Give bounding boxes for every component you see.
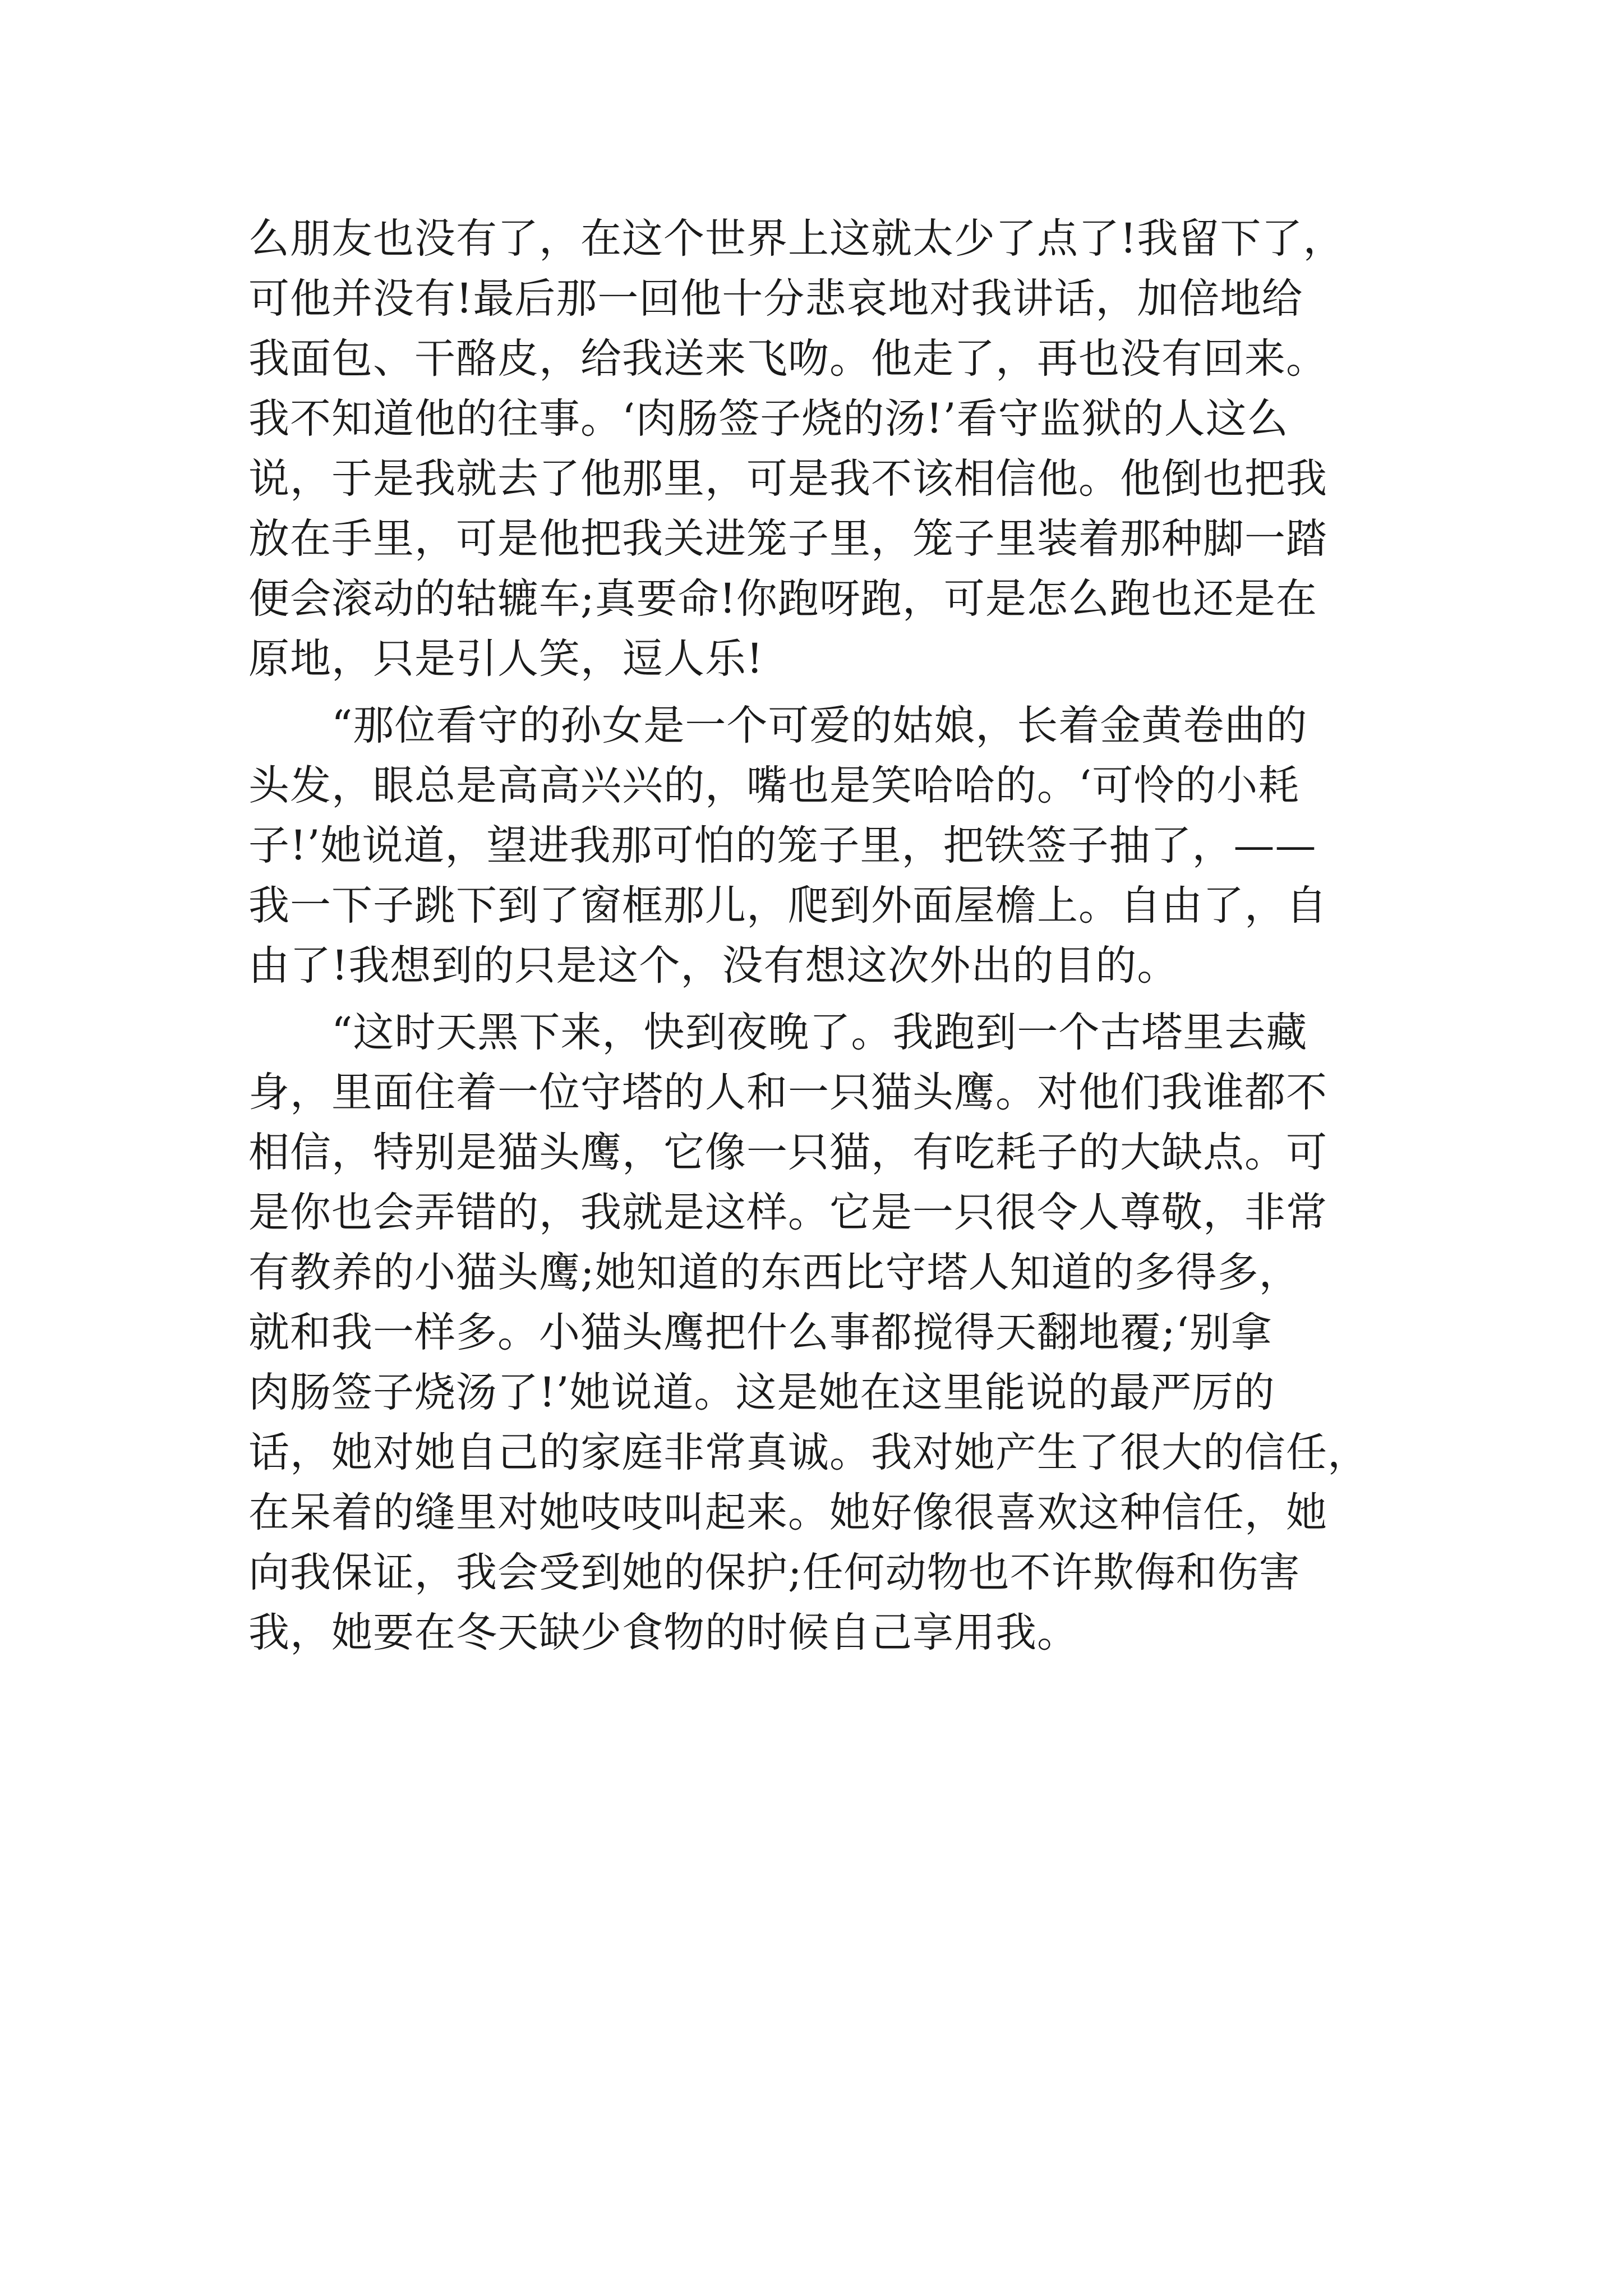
text-line: 放在手里，可是他把我关进笼子里，笼子里装着那种脚一踏 <box>248 515 1327 563</box>
text-line: 就和我一样多。小猫头鹰把什么事都搅得天翻地覆;‘别拿 <box>248 1309 1272 1356</box>
paragraph-3 <box>248 1002 1387 1663</box>
text-line: 在呆着的缝里对她吱吱叫起来。她好像很喜欢这种信任，她 <box>248 1489 1327 1536</box>
paragraph-gap <box>248 689 1387 696</box>
text-line: 我，她要在冬天缺少食物的时候自己享用我。 <box>248 1609 1078 1657</box>
text-line: 向我保证，我会受到她的保护;任何动物也不许欺侮和伤害 <box>248 1549 1301 1596</box>
text-line: 身，里面住着一位守塔的人和一只猫头鹰。对他们我谁都不 <box>248 1069 1327 1116</box>
text-line: 头发，眼总是高高兴兴的，嘴也是笑哈哈的。‘可怜的小耗 <box>248 762 1300 809</box>
text-line: 肉肠签子烧汤了!’她说道。这是她在这里能说的最严厉的 <box>248 1369 1275 1416</box>
text-line: 话，她对她自己的家庭非常真诚。我对她产生了很大的信任， <box>248 1429 1369 1476</box>
text-line: 是你也会弄错的，我就是这样。它是一只很令人尊敬，非常 <box>248 1189 1327 1236</box>
text-line: “这时天黑下来，快到夜晚了。我跑到一个古塔里去藏 <box>248 1009 1308 1056</box>
paragraph-1 <box>248 209 1387 689</box>
text-line: “那位看守的孙女是一个可爱的姑娘，长着金黄卷曲的 <box>248 702 1308 749</box>
text-line: 由了!我想到的只是这个，没有想这次外出的目的。 <box>248 942 1179 990</box>
text-line: 有教养的小猫头鹰;她知道的东西比守塔人知道的多得多， <box>248 1249 1301 1296</box>
paragraph-2 <box>248 696 1387 996</box>
body-text <box>248 209 1387 1663</box>
text-line: 相信，特别是猫头鹰，它像一只猫，有吃耗子的大缺点。可 <box>248 1129 1327 1176</box>
text-line: 么朋友也没有了，在这个世界上这就太少了点了!我留下了， <box>248 215 1345 263</box>
text-line: 便会滚动的轱辘车;真要命!你跑呀跑，可是怎么跑也还是在 <box>248 575 1317 623</box>
text-line: 子!’她说道，望进我那可怕的笼子里，把铁签子抽了，—— <box>248 822 1317 869</box>
text-line: 我面包、干酪皮，给我送来飞吻。他走了，再也没有回来。 <box>248 335 1327 383</box>
text-line: 可他并没有!最后那一回他十分悲哀地对我讲话，加倍地给 <box>248 275 1303 323</box>
text-line: 原地，只是引人笑，逗人乐! <box>248 635 764 683</box>
paragraph-gap <box>248 996 1387 1002</box>
text-line: 我一下子跳下到了窗框那儿，爬到外面屋檐上。自由了，自 <box>248 882 1327 930</box>
text-line: 说，于是我就去了他那里，可是我不该相信他。他倒也把我 <box>248 455 1327 503</box>
text-line: 我不知道他的往事。‘肉肠签子烧的汤!’看守监狱的人这么 <box>248 395 1289 443</box>
